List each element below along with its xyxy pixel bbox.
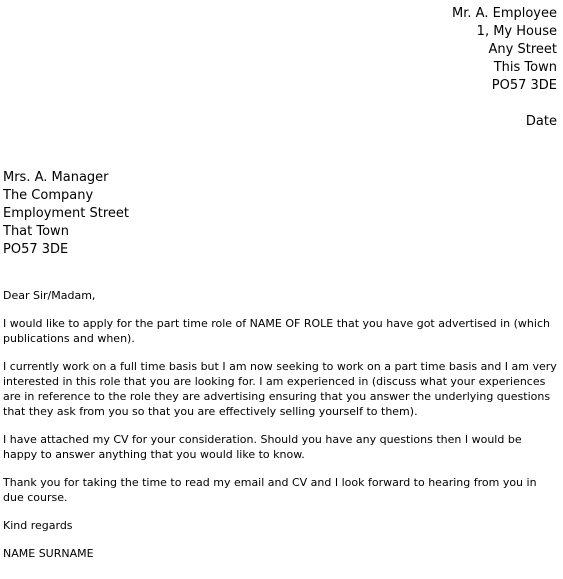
sender-town: This Town xyxy=(493,60,557,75)
recipient-company: The Company xyxy=(3,188,94,203)
recipient-town: That Town xyxy=(3,224,69,239)
sender-name: Mr. A. Employee xyxy=(452,6,557,21)
recipient-postcode: PO57 3DE xyxy=(3,242,69,257)
salutation: Dear Sir/Madam, xyxy=(3,289,96,302)
recipient-name: Mrs. A. Manager xyxy=(3,170,109,185)
signature: NAME SURNAME xyxy=(3,547,94,560)
sender-address xyxy=(452,5,557,95)
closing: Kind regards xyxy=(3,519,73,532)
sender-street: Any Street xyxy=(488,42,557,57)
paragraph-experience: I currently work on a full time basis but I am now seeking to work on a part time basis and I am very interested in this role that you are looking for. I am experienced in (discuss what your experiences are in reference to the role they are advertising ensuring that you answer the underlying questions that they ask from you so that you are effectively selling yourself to them). xyxy=(3,360,557,418)
recipient-address xyxy=(3,169,129,259)
sender-house: 1, My House xyxy=(476,24,557,39)
paragraph-intro: I would like to apply for the part time role of NAME OF ROLE that you have got advertised in (which publications and when). xyxy=(3,317,550,345)
recipient-street: Employment Street xyxy=(3,206,130,221)
paragraph-thanks: Thank you for taking the time to read my email and CV and I look forward to hearing from you in due course. xyxy=(3,476,537,504)
letter-body xyxy=(3,288,559,574)
letter-date: Date xyxy=(525,114,557,129)
sender-postcode: PO57 3DE xyxy=(491,78,557,93)
paragraph-cv: I have attached my CV for your consideration. Should you have any questions then I would be happy to answer anything that you would like to know. xyxy=(3,433,522,461)
